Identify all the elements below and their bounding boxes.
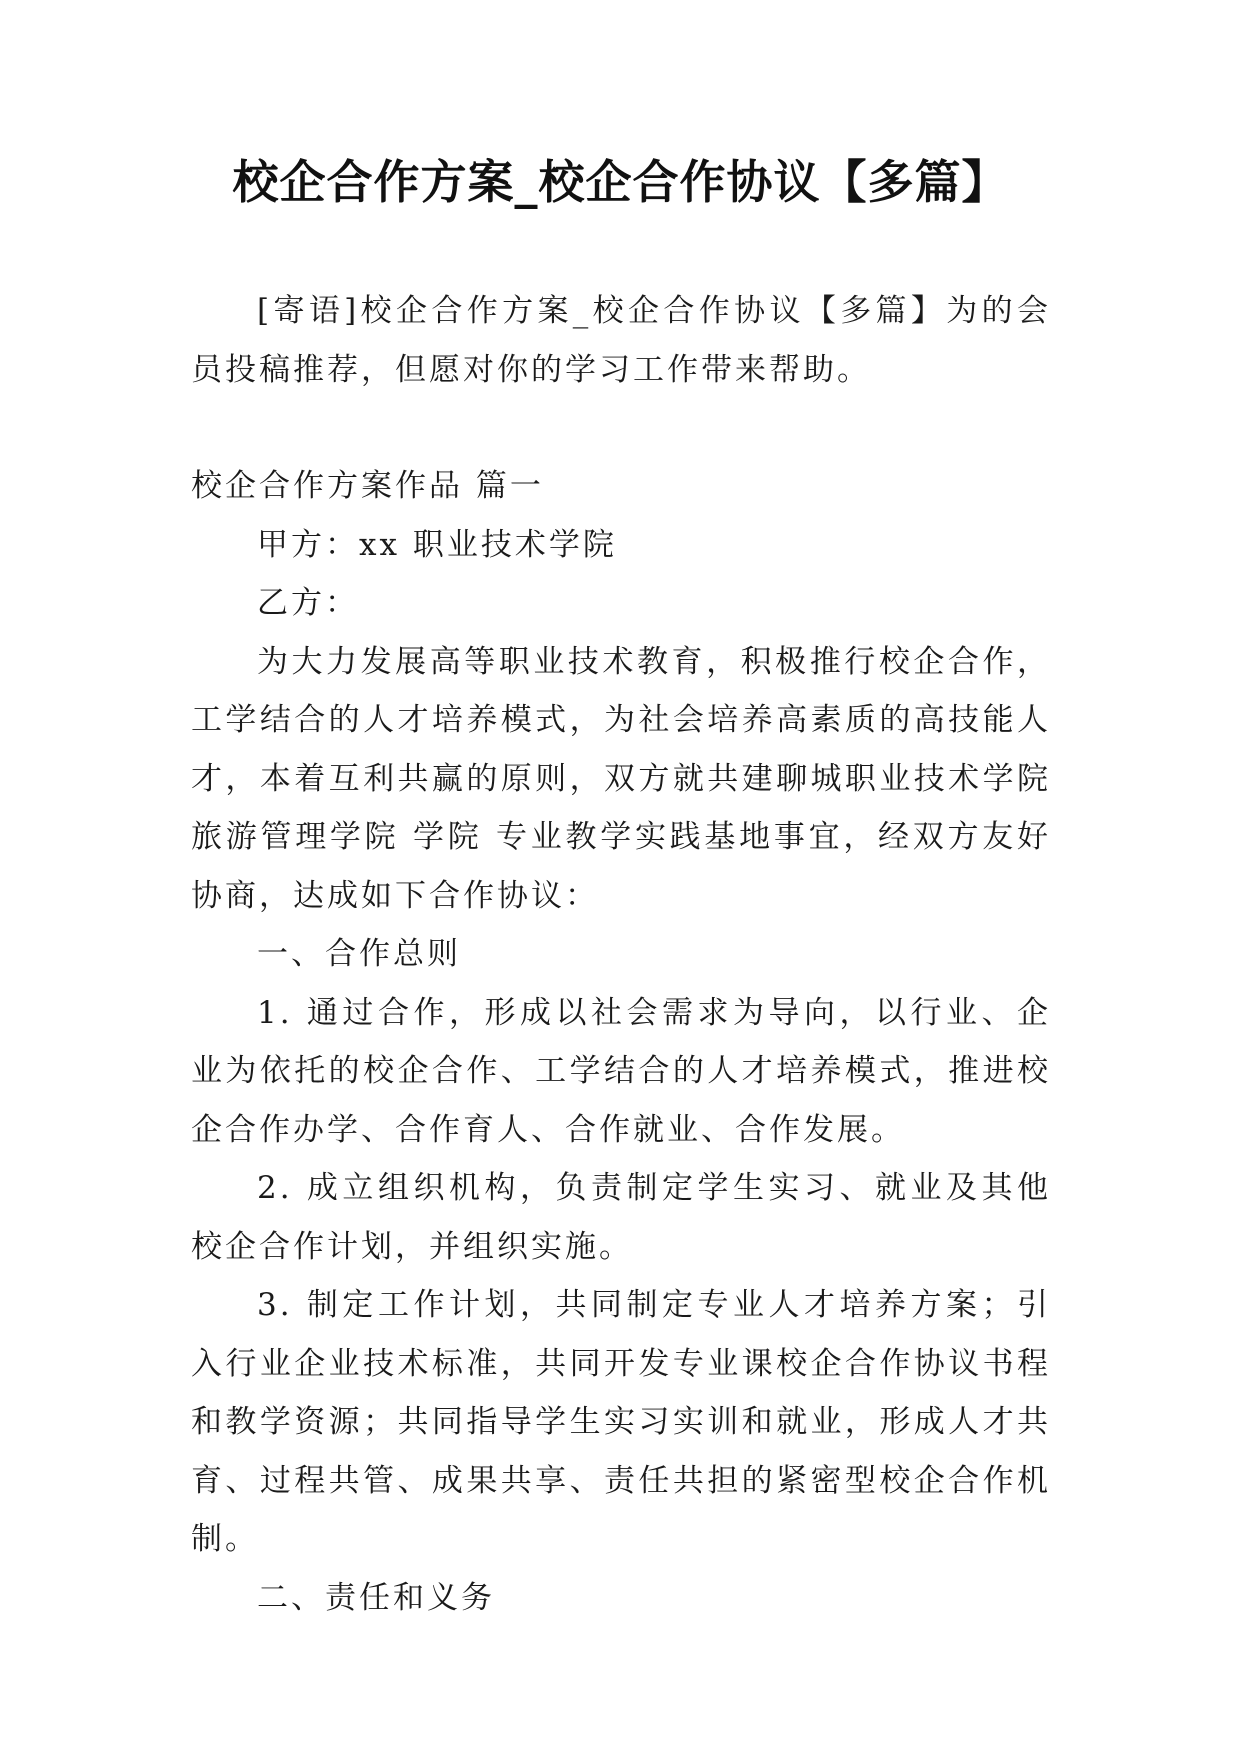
intro-paragraph: [寄语]校企合作方案_校企合作协议【多篇】为的会员投稿推荐，但愿对你的学习工作带来帮助。 bbox=[191, 293, 1051, 388]
party-b-line: 乙方： bbox=[257, 585, 359, 621]
section-heading: 校企合作方案作品 篇一 bbox=[191, 468, 544, 504]
party-a-line: 甲方：xx 职业技术学院 bbox=[257, 526, 617, 563]
heading-responsibilities: 二、责任和义务 bbox=[257, 1579, 495, 1616]
preamble-paragraph: 为大力发展高等职业技术教育，积极推行校企合作，工学结合的人才培养模式，为社会培养高素质的高技能人才，本着互利共赢的原则，双方就共建聊城职业技术学院 旅游管理学院 学院 专业教学实践基地事宜，经双方友好协商，达成如下合作协议： bbox=[191, 643, 1051, 914]
clause-2: 2. 成立组织机构，负责制定学生实习、就业及其他校企合作计划，并组织实施。 bbox=[191, 1170, 1051, 1265]
clause-1: 1. 通过合作，形成以社会需求为导向，以行业、企业为依托的校企合作、工学结合的人才培养模式，推进校企合作办学、合作育人、合作就业、合作发展。 bbox=[191, 994, 1051, 1148]
document-body bbox=[191, 282, 1051, 1627]
paragraph-gap bbox=[191, 399, 1051, 457]
clause-3: 3. 制定工作计划，共同制定专业人才培养方案；引入行业企业技术标准，共同开发专业课校企合作协议书程和教学资源；共同指导学生实习实训和就业，形成人才共育、过程共管、成果共享、责任共担的紧密型校企合作机制。 bbox=[191, 1287, 1051, 1557]
document-title: 校企合作方案_校企合作协议【多篇】 bbox=[232, 155, 1009, 209]
heading-general-principles: 一、合作总则 bbox=[257, 936, 461, 972]
